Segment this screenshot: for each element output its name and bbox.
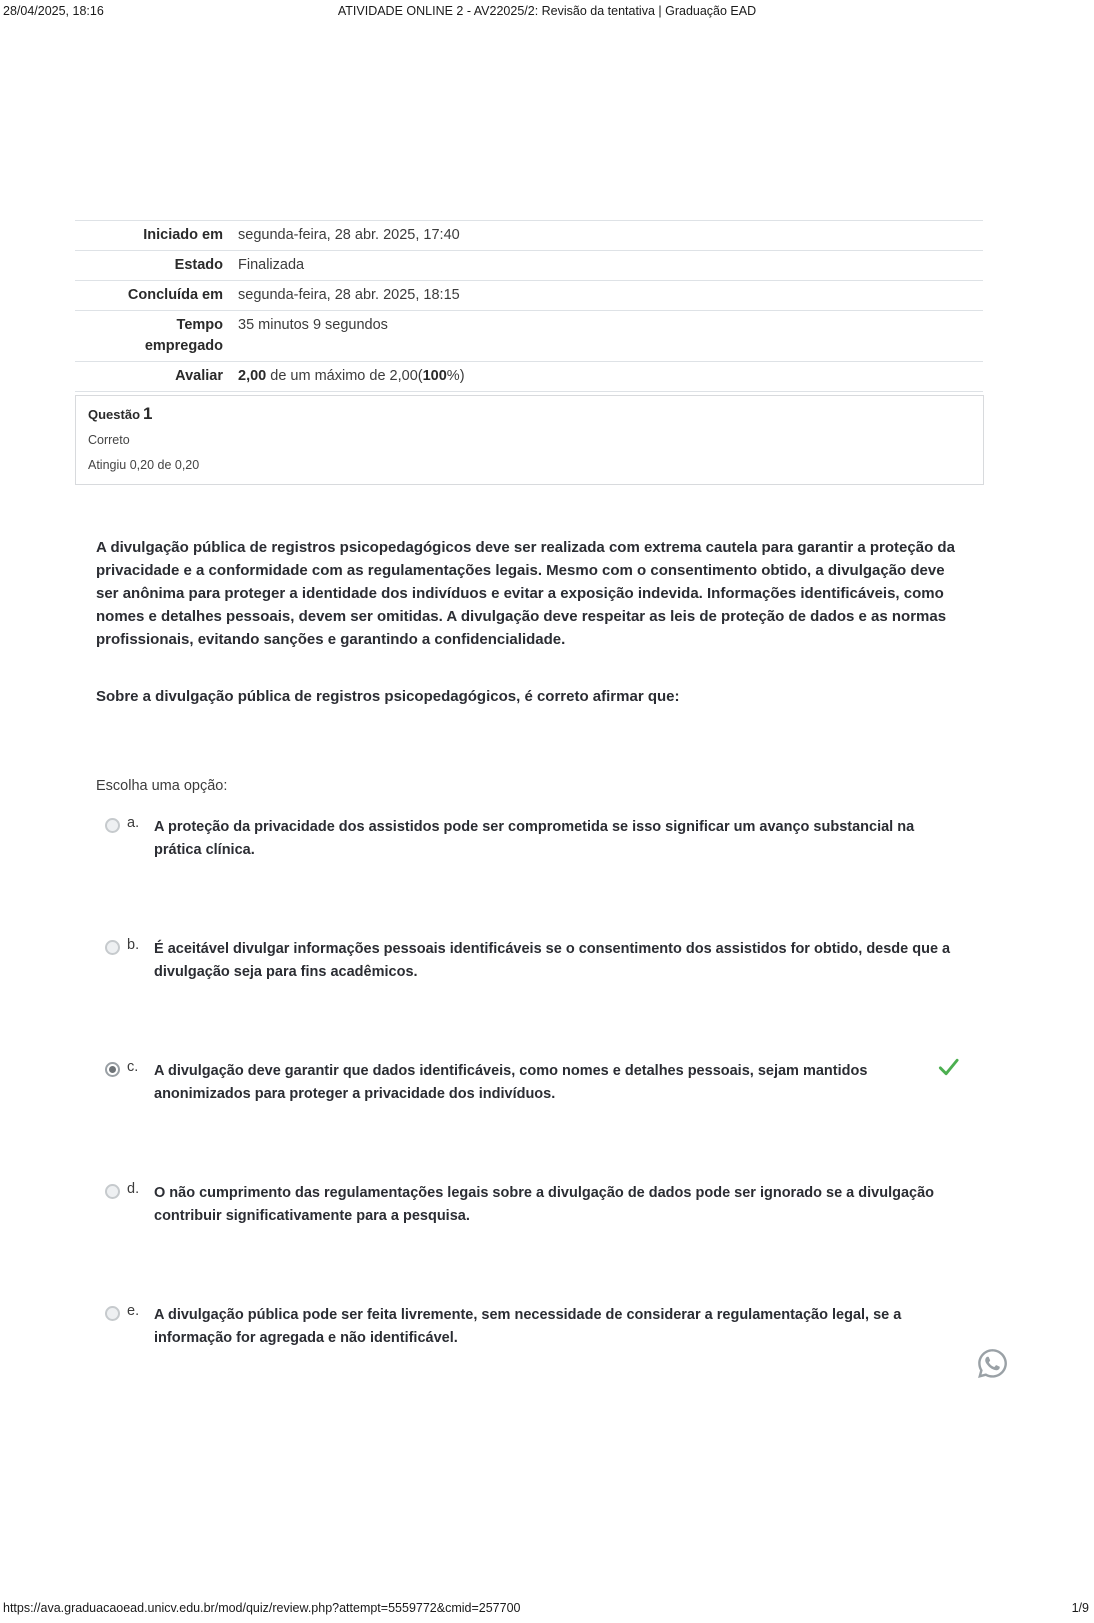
print-header: [0, 4, 1094, 22]
option-text: O não cumprimento das regulamentações legais sobre a divulgação de dados pode ser ignorado se a divulgação contribuir significativamente para a pesquisa.: [154, 1185, 934, 1224]
question-text: A divulgação pública de registros psicopedagógicos deve ser realizada com extrema cautela para garantir a proteção da privacidade e a conformidade com as regulamentações legais. Mesmo com o consentimento obtido, a divulgação deve ser anônima para proteger a identidade dos indivíduos e evitar a exposição indevida. Informações identificáveis, como nomes e detalhes pessoais, devem ser omitidas. A divulgação deve respeitar as leis de proteção de dados e as normas profissionais, evitando sanções e garantindo a confidencialidade.: [96, 539, 955, 648]
table-row: [75, 281, 983, 311]
radio-button[interactable]: [105, 818, 120, 833]
summary-value: 35 minutos 9 segundos: [238, 317, 388, 333]
question-label: Questão: [88, 407, 141, 422]
summary-value: Finalizada: [238, 257, 305, 273]
option-text: A divulgação pública pode ser feita livremente, sem necessidade de considerar a regulamentação legal, se a informação for agregada e não identificável.: [154, 1307, 902, 1346]
option-letter: b.: [127, 937, 140, 953]
page-title: ATIVIDADE ONLINE 2 - AV22025/2: Revisão da tentativa | Graduação EAD: [337, 4, 757, 18]
radio-button[interactable]: [105, 940, 120, 955]
question-body: [96, 536, 964, 1426]
question-prompt: Sobre a divulgação pública de registros psicopedagógicos, é correto afirmar que:: [96, 688, 680, 705]
question-number: 1: [143, 404, 153, 423]
answer-instruction: Escolha uma opção:: [96, 778, 228, 794]
table-row: [75, 311, 983, 362]
option-letter: e.: [127, 1303, 140, 1319]
answer-option-a[interactable]: [96, 816, 964, 862]
question-info-box: [75, 395, 984, 485]
summary-label: Estado: [174, 257, 223, 273]
answer-option-e[interactable]: [96, 1304, 964, 1350]
table-row: [75, 251, 983, 281]
print-datetime: 28/04/2025, 18:16: [3, 4, 104, 18]
summary-label: Tempo empregado: [144, 317, 223, 354]
answer-option-d[interactable]: [96, 1182, 964, 1228]
radio-button[interactable]: [105, 1184, 120, 1199]
summary-label: Iniciado em: [143, 227, 223, 243]
radio-button[interactable]: [105, 1306, 120, 1321]
summary-label: Avaliar: [175, 368, 223, 384]
question-header: [88, 404, 971, 424]
summary-grade-value: 2,00 de um máximo de 2,00(100%): [238, 368, 465, 384]
summary-value: segunda-feira, 28 abr. 2025, 18:15: [238, 287, 460, 303]
attempt-summary-table: [75, 220, 983, 392]
grade-value: 2,00: [238, 368, 267, 384]
answer-option-c[interactable]: [96, 1060, 964, 1106]
table-row-grade: [75, 362, 983, 392]
option-text: A proteção da privacidade dos assistidos pode ser comprometida se isso significar um avanço substancial na prática clínica.: [154, 819, 915, 858]
summary-value: segunda-feira, 28 abr. 2025, 17:40: [238, 227, 460, 243]
option-text: É aceitável divulgar informações pessoais identificáveis se o consentimento dos assistidos for obtido, desde que a divulgação seja para fins acadêmicos.: [154, 941, 951, 980]
footer-url: https://ava.graduacaoead.unicv.edu.br/mod/quiz/review.php?attempt=5559772&cmid=257700: [3, 1601, 521, 1615]
question-status: Correto: [88, 433, 130, 447]
whatsapp-icon[interactable]: [976, 1347, 1009, 1380]
option-letter: a.: [127, 815, 140, 831]
grade-percent: 100: [422, 368, 447, 384]
answer-options: [96, 816, 964, 1350]
question-points: Atingiu 0,20 de 0,20: [88, 458, 200, 472]
summary-label: Concluída em: [127, 287, 223, 303]
radio-button[interactable]: [105, 1062, 120, 1077]
footer-page-number: 1/9: [1071, 1601, 1089, 1615]
table-row: [75, 221, 983, 251]
check-icon: [937, 1055, 960, 1083]
answer-option-b[interactable]: [96, 938, 964, 984]
option-text: A divulgação deve garantir que dados identificáveis, como nomes e detalhes pessoais, sejam mantidos anonimizados para proteger a privacidade dos indivíduos.: [154, 1063, 868, 1102]
option-letter: d.: [127, 1181, 140, 1197]
option-letter: c.: [127, 1059, 139, 1075]
